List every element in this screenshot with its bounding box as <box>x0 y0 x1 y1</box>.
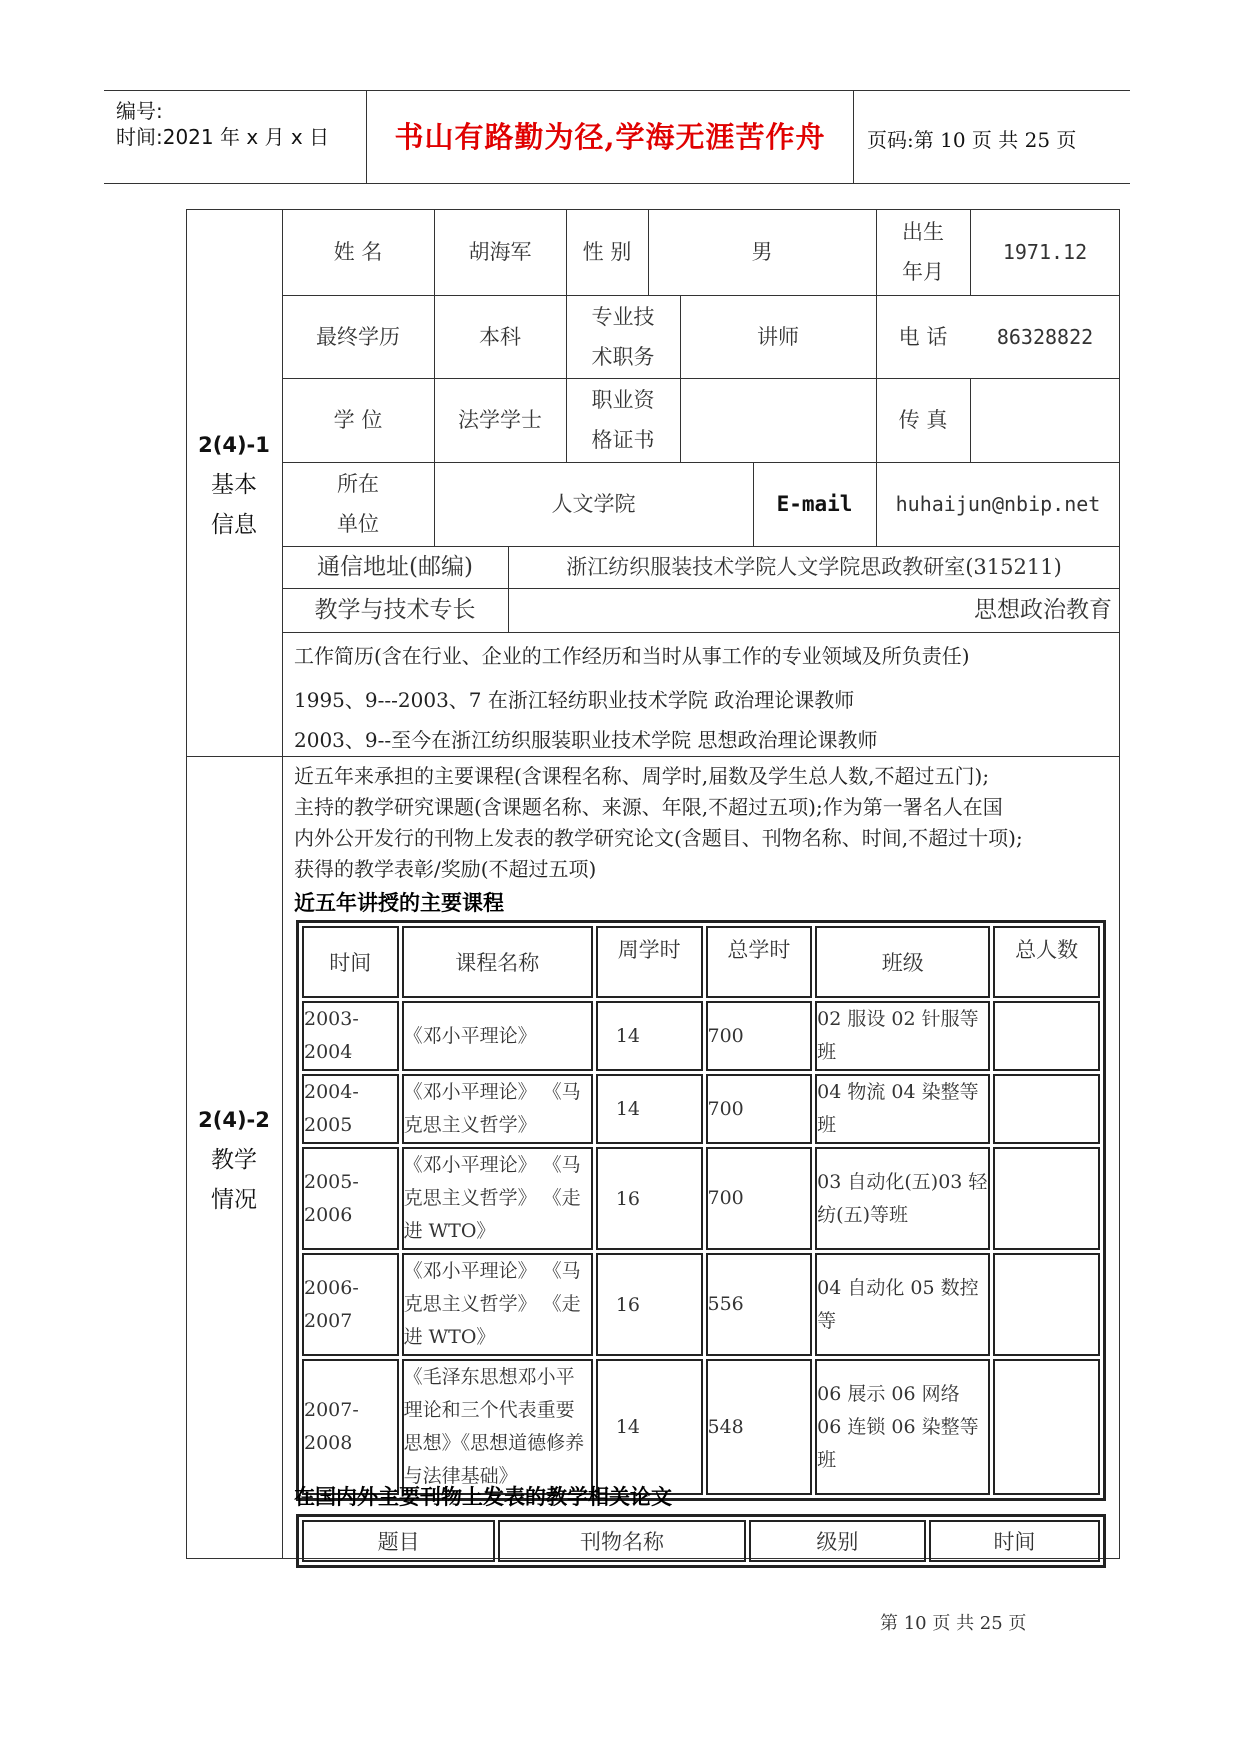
course-students <box>993 1001 1100 1071</box>
gender-value: 男 <box>751 240 773 264</box>
degree-value: 法学学士 <box>458 408 542 432</box>
courses-heading: 近五年讲授的主要课程 <box>294 891 504 915</box>
section1-code: 2(4)-1 <box>198 433 270 457</box>
course-year: 2004-2005 <box>302 1074 399 1144</box>
email-label: E-mail <box>776 492 853 516</box>
course-name: 《邓小平理论》 《马克思主义哲学》 《走进 WTO》 <box>402 1253 593 1356</box>
course-class: 04 物流 04 染整等班 <box>815 1074 990 1144</box>
header-motto-box <box>366 91 854 183</box>
certificate-label <box>566 378 680 462</box>
course-year: 2007-2008 <box>302 1359 399 1495</box>
course-total-hours: 700 <box>706 1074 813 1144</box>
course-total-hours: 556 <box>706 1253 813 1356</box>
course-year: 2005-2006 <box>302 1147 399 1250</box>
table-row <box>302 1359 1100 1495</box>
teaching-intro-line1: 近五年来承担的主要课程(含课程名称、周学时,届数及学生总人数,不超过五门); <box>294 764 990 788</box>
fax-label: 传 真 <box>898 408 948 432</box>
table-row <box>302 1074 1100 1144</box>
course-year: 2006-2007 <box>302 1253 399 1356</box>
unit-label <box>282 462 434 546</box>
unit-label-line1: 所在 <box>337 472 379 496</box>
table-row <box>302 1253 1100 1356</box>
table-row <box>302 1001 1100 1071</box>
col-header-weekly-hours: 周学时 <box>596 926 703 998</box>
col-header-level: 级别 <box>749 1520 926 1562</box>
page-header <box>104 90 1130 184</box>
section-divider <box>186 756 1120 757</box>
course-students <box>993 1147 1100 1250</box>
header-page-info: 页码:第 10 页 共 25 页 <box>867 128 1077 152</box>
course-total-hours: 700 <box>706 1001 813 1071</box>
education-label: 最终学历 <box>316 324 400 349</box>
teaching-intro-line2: 主持的教学研究课题(含课题名称、来源、年限,不超过五项);作为第一署名人在国 <box>294 795 1003 819</box>
col-header-time: 时间 <box>302 926 399 998</box>
papers-header-row <box>302 1520 1100 1562</box>
document-number: 编号: <box>116 99 163 123</box>
unit-label-line2: 单位 <box>337 512 379 536</box>
specialty-value: 思想政治教育 <box>974 597 1112 623</box>
teaching-intro-line4: 获得的教学表彰/奖励(不超过五项) <box>294 857 597 881</box>
section2-title <box>186 1100 282 1220</box>
gender-label: 性 别 <box>582 240 632 264</box>
birth-label-line1: 出生 <box>902 220 944 244</box>
document-time: 时间:2021 年 x 月 x 日 <box>116 125 330 149</box>
teaching-intro-line3: 内外公开发行的刊物上发表的教学研究论文(含题目、刊物名称、时间,不超过十项); <box>294 826 1023 850</box>
course-name: 《毛泽东思想邓小平理论和三个代表重要思想》《思想道德修养与法律基础》 <box>402 1359 593 1495</box>
specialty-label: 教学与技术专长 <box>314 597 476 623</box>
resume-heading: 工作简历(含在行业、企业的工作经历和当时从事工作的专业领域及所负责任) <box>294 644 970 668</box>
course-class: 02 服设 02 针服等班 <box>815 1001 990 1071</box>
title-value: 讲师 <box>757 324 799 349</box>
grid-line <box>282 632 1120 633</box>
course-name: 《邓小平理论》 《马克思主义哲学》 <box>402 1074 593 1144</box>
address-value: 浙江纺织服装技术学院人文学院思政教研室(315211) <box>566 555 1062 579</box>
birth-label <box>876 209 970 295</box>
title-label-line2: 术职务 <box>591 344 655 369</box>
course-students <box>993 1253 1100 1356</box>
course-name: 《邓小平理论》 <box>402 1001 593 1071</box>
col-header-total-hours: 总学时 <box>706 926 813 998</box>
header-right <box>853 91 1130 183</box>
table-row <box>302 1147 1100 1250</box>
resume-entry-2: 2003、9--至今在浙江纺织服装职业技术学院 思想政治理论课教师 <box>294 728 878 752</box>
course-name: 《邓小平理论》 《马克思主义哲学》 《走进 WTO》 <box>402 1147 593 1250</box>
papers-table <box>296 1514 1106 1568</box>
col-header-class: 班级 <box>815 926 990 998</box>
section2-title-line1: 教学 <box>211 1147 257 1173</box>
course-class: 03 自动化(五)03 轻纺(五)等班 <box>815 1147 990 1250</box>
education-value: 本科 <box>479 324 521 349</box>
col-header-course: 课程名称 <box>402 926 593 998</box>
courses-header-row <box>302 926 1100 998</box>
section2-code: 2(4)-2 <box>198 1108 270 1132</box>
section1-title-line1: 基本 <box>211 472 257 498</box>
birth-value: 1971.12 <box>1002 240 1088 264</box>
name-label: 姓 名 <box>333 240 383 264</box>
course-total-hours: 700 <box>706 1147 813 1250</box>
course-weekly-hours: 16 <box>596 1147 703 1250</box>
address-label: 通信地址(邮编) <box>317 554 473 580</box>
certificate-label-line2: 格证书 <box>591 428 655 452</box>
name-value: 胡海军 <box>468 240 532 264</box>
col-header-paper-time: 时间 <box>929 1520 1100 1562</box>
course-students <box>993 1359 1100 1495</box>
header-motto: 书山有路勤为径,学海无涯苦作舟 <box>394 120 826 154</box>
resume-entry-1: 1995、9---2003、7 在浙江轻纺职业技术学院 政治理论课教师 <box>294 688 855 712</box>
title-label <box>566 295 680 378</box>
course-weekly-hours: 14 <box>596 1074 703 1144</box>
col-header-journal: 刊物名称 <box>498 1520 746 1562</box>
course-weekly-hours: 14 <box>596 1001 703 1071</box>
degree-label: 学 位 <box>333 408 383 432</box>
certificate-label-line1: 职业资 <box>591 388 655 412</box>
course-class: 06 展示 06 网络 06 连锁 06 染整等班 <box>815 1359 990 1495</box>
phone-value: 86328822 <box>996 324 1094 349</box>
section1-title-line2: 信息 <box>211 512 257 538</box>
certificate-value <box>680 378 876 462</box>
section2-title-line2: 情况 <box>211 1187 257 1213</box>
col-header-paper-title: 题目 <box>302 1520 495 1562</box>
course-year: 2003-2004 <box>302 1001 399 1071</box>
email-value: huhaijun@nbip.net <box>895 492 1101 516</box>
phone-label: 电 话 <box>898 324 948 349</box>
courses-table <box>296 920 1106 1501</box>
col-header-students: 总人数 <box>993 926 1100 998</box>
course-students <box>993 1074 1100 1144</box>
unit-value: 人文学院 <box>551 492 636 516</box>
papers-heading: 在国内外主要刊物上发表的教学相关论文 <box>294 1485 672 1509</box>
header-left <box>104 91 366 183</box>
title-label-line1: 专业技 <box>591 304 655 329</box>
course-weekly-hours: 16 <box>596 1253 703 1356</box>
course-class: 04 自动化 05 数控等 <box>815 1253 990 1356</box>
course-weekly-hours: 14 <box>596 1359 703 1495</box>
fax-value <box>970 378 1120 462</box>
course-total-hours: 548 <box>706 1359 813 1495</box>
page-footer: 第 10 页 共 25 页 <box>880 1613 1027 1634</box>
section1-title <box>186 425 282 545</box>
birth-label-line2: 年月 <box>902 260 944 284</box>
